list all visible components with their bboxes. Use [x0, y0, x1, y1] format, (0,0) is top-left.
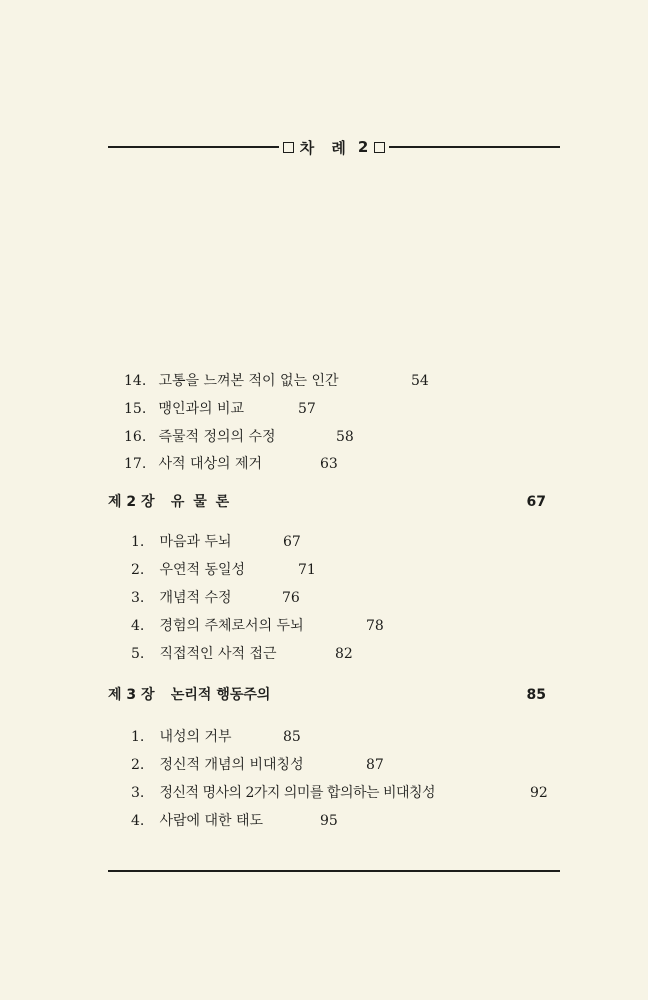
toc-entry	[131, 561, 316, 579]
entry-page: 92	[530, 785, 548, 801]
toc-entry	[131, 645, 353, 663]
entry-title: 맹인과의 비교	[158, 401, 245, 417]
entry-title: 개념적 수정	[159, 590, 232, 606]
toc-entry	[131, 617, 384, 635]
header-rule-left	[108, 146, 279, 148]
toc-entry	[131, 589, 300, 607]
entry-title: 직접적인 사적 접근	[159, 646, 277, 662]
entry-number: 2.	[131, 757, 145, 773]
entry-number: 15.	[124, 401, 147, 417]
square-icon	[374, 142, 385, 153]
header-volume: 2	[357, 138, 369, 156]
chapter-title: 유 물 론	[170, 494, 232, 510]
chapter-heading	[108, 686, 546, 704]
entry-title: 정신적 명사의 2가지 의미를 합의하는 비대칭성	[159, 785, 436, 801]
entry-title: 사적 대상의 제거	[158, 456, 263, 472]
entry-title: 내성의 거부	[159, 729, 232, 745]
entry-page: 95	[320, 813, 338, 829]
toc-entry	[124, 400, 316, 418]
entry-title: 사람에 대한 태도	[159, 813, 264, 829]
chapter-heading	[108, 493, 546, 511]
entry-page: 85	[283, 729, 301, 745]
toc-entry	[131, 812, 338, 830]
entry-number: 4.	[131, 813, 145, 829]
toc-entry	[131, 533, 301, 551]
entry-title: 즉물적 정의의 수정	[158, 429, 276, 445]
entry-page: 54	[411, 373, 429, 389]
toc-entry	[131, 756, 384, 774]
entry-number: 14.	[124, 373, 147, 389]
entry-number: 1.	[131, 534, 145, 550]
square-icon	[283, 142, 294, 153]
toc-entry	[131, 784, 548, 802]
chapter-title: 논리적 행동주의	[170, 687, 271, 703]
entry-title: 정신적 개념의 비대칭성	[159, 757, 304, 773]
entry-page: 78	[366, 618, 384, 634]
entry-title: 마음과 두뇌	[159, 534, 232, 550]
entry-number: 3.	[131, 785, 145, 801]
entry-number: 2.	[131, 562, 145, 578]
chapter-page: 85	[526, 687, 546, 703]
entry-page: 71	[298, 562, 316, 578]
entry-page: 67	[283, 534, 301, 550]
chapter-page: 67	[526, 494, 546, 510]
header-rule-right	[389, 146, 560, 148]
toc-entry	[131, 728, 301, 746]
toc-header	[108, 136, 560, 158]
header-title: 차 례	[299, 138, 352, 157]
toc-entry	[124, 455, 338, 473]
header-title-group	[279, 137, 390, 158]
entry-page: 87	[366, 757, 384, 773]
entry-page: 58	[336, 429, 354, 445]
toc-entry	[124, 428, 354, 446]
entry-page: 57	[298, 401, 316, 417]
entry-page: 76	[282, 590, 300, 606]
chapter-label: 제 3 장	[108, 687, 155, 703]
entry-page: 82	[335, 646, 353, 662]
entry-title: 우연적 동일성	[159, 562, 246, 578]
entry-page: 63	[320, 456, 338, 472]
entry-number: 5.	[131, 646, 145, 662]
entry-number: 3.	[131, 590, 145, 606]
entry-title: 고통을 느껴본 적이 없는 인간	[158, 373, 339, 389]
entry-title: 경험의 주체로서의 두뇌	[159, 618, 304, 634]
entry-number: 16.	[124, 429, 147, 445]
bottom-rule	[108, 870, 560, 872]
chapter-label: 제 2 장	[108, 494, 155, 510]
entry-number: 17.	[124, 456, 147, 472]
entry-number: 4.	[131, 618, 145, 634]
toc-entry	[124, 372, 429, 390]
entry-number: 1.	[131, 729, 145, 745]
